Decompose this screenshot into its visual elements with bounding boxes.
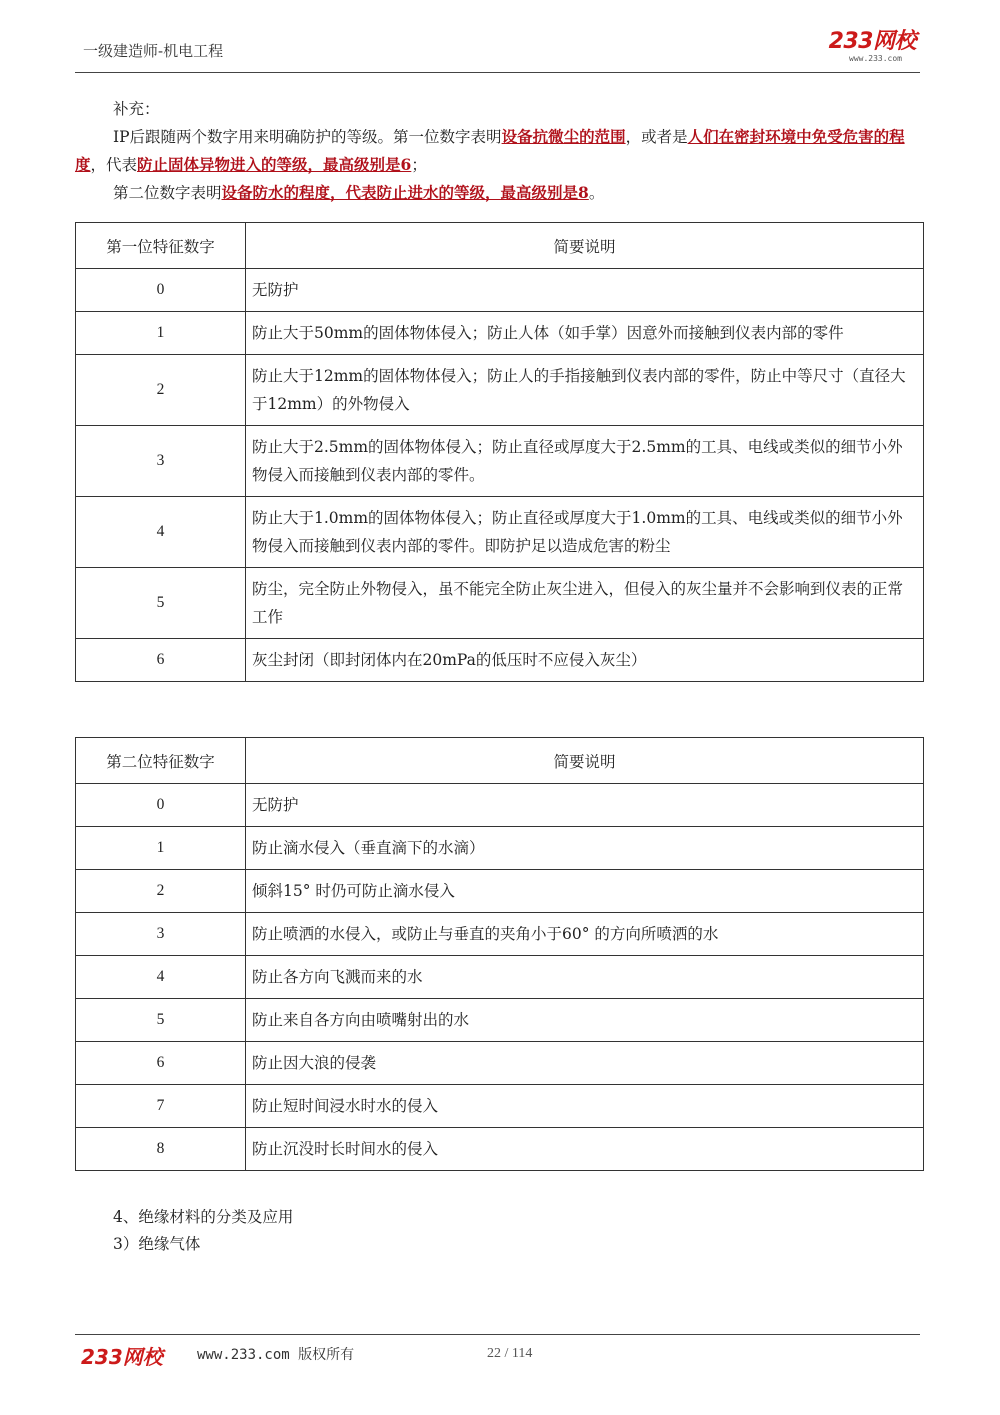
paragraph-text: IP后跟随两个数字用来明确防护的等级。第一位数字表明 — [113, 128, 502, 146]
second-digit-table — [75, 737, 924, 1171]
table-header-description: 简要说明 — [246, 738, 924, 784]
description-cell: 防止滴水侵入（垂直滴下的水滴） — [246, 827, 924, 870]
description-cell: 倾斜15° 时仍可防止滴水侵入 — [246, 870, 924, 913]
table-row — [76, 1042, 924, 1085]
intro-paragraph-2 — [75, 179, 920, 207]
section-heading: 4、绝缘材料的分类及应用 — [113, 1208, 294, 1226]
table-row — [76, 956, 924, 999]
description-cell: 无防护 — [246, 269, 924, 312]
digit-cell: 2 — [76, 355, 246, 426]
highlighted-text: 人们在密封环境中免受危害的程度 — [75, 127, 905, 174]
paragraph-text: 。 — [588, 184, 605, 202]
digit-cell: 6 — [76, 639, 246, 682]
description-cell: 防止短时间浸水时水的侵入 — [246, 1085, 924, 1128]
description-cell: 灰尘封闭（即封闭体内在20mPa的低压时不应侵入灰尘） — [246, 639, 924, 682]
paragraph-text: ，或者是 — [625, 128, 688, 146]
digit-cell: 0 — [76, 784, 246, 827]
digit-cell: 4 — [76, 497, 246, 568]
table-header-digit: 第一位特征数字 — [76, 223, 246, 269]
table-row — [76, 269, 924, 312]
supplement-label: 补充： — [113, 100, 160, 118]
table-row — [76, 497, 924, 568]
table-row — [76, 312, 924, 355]
table-row — [76, 913, 924, 956]
digit-cell: 5 — [76, 999, 246, 1042]
footer-copyright: www.233.com 版权所有 — [197, 1347, 355, 1363]
digit-cell: 5 — [76, 568, 246, 639]
digit-cell: 6 — [76, 1042, 246, 1085]
description-cell: 防止沉没时长时间水的侵入 — [246, 1128, 924, 1171]
description-cell: 防止各方向飞溅而来的水 — [246, 956, 924, 999]
brand-logo[interactable] — [829, 30, 916, 63]
description-cell: 防尘，完全防止外物侵入，虽不能完全防止灰尘进入，但侵入的灰尘量并不会影响到仪表的正常工作 — [246, 568, 924, 639]
digit-cell: 2 — [76, 870, 246, 913]
logo-url: www.233.com — [849, 54, 902, 63]
digit-cell: 0 — [76, 269, 246, 312]
highlighted-text: 防止固体异物进入的等级，最高级别是6 — [137, 155, 412, 174]
description-cell: 防止大于1.0mm的固体物体侵入；防止直径或厚度大于1.0mm的工具、电线或类似的细节小外物侵入而接触到仪表内部的零件。即防护足以造成危害的粉尘 — [246, 497, 924, 568]
table-row — [76, 355, 924, 426]
description-cell: 防止因大浪的侵袭 — [246, 1042, 924, 1085]
digit-cell: 1 — [76, 312, 246, 355]
table-row — [76, 639, 924, 682]
digit-cell: 4 — [76, 956, 246, 999]
table-row — [76, 784, 924, 827]
page-number: 22 / 114 — [487, 1346, 533, 1361]
header-title: 一级建造师-机电工程 — [83, 42, 224, 60]
highlighted-text: 设备防水的程度，代表防止进水的等级，最高级别是8 — [221, 183, 589, 202]
description-cell: 防止大于12mm的固体物体侵入；防止人的手指接触到仪表内部的零件，防止中等尺寸（直径大于12mm）的外物侵入 — [246, 355, 924, 426]
digit-cell: 1 — [76, 827, 246, 870]
section-4 — [113, 1204, 293, 1258]
table-row — [76, 426, 924, 497]
digit-cell: 3 — [76, 913, 246, 956]
intro-paragraph-1 — [75, 123, 920, 179]
table-row — [76, 827, 924, 870]
page-footer — [75, 1334, 920, 1375]
description-cell: 防止大于2.5mm的固体物体侵入；防止直径或厚度大于2.5mm的工具、电线或类似的细节小外物侵入而接触到仪表内部的零件。 — [246, 426, 924, 497]
table-header-digit: 第二位特征数字 — [76, 738, 246, 784]
logo-text: 233网校 — [828, 29, 916, 54]
table-row — [76, 999, 924, 1042]
intro-section — [75, 96, 920, 207]
table-row — [76, 1128, 924, 1171]
description-cell: 防止大于50mm的固体物体侵入；防止人体（如手掌）因意外而接触到仪表内部的零件 — [246, 312, 924, 355]
paragraph-text: ，代表 — [90, 156, 138, 174]
subsection-heading: 3）绝缘气体 — [113, 1235, 201, 1253]
description-cell: 无防护 — [246, 784, 924, 827]
table-row — [76, 568, 924, 639]
digit-cell: 7 — [76, 1085, 246, 1128]
table-row — [76, 870, 924, 913]
paragraph-text: 第二位数字表明 — [113, 184, 222, 202]
digit-cell: 3 — [76, 426, 246, 497]
highlighted-text: 设备抗微尘的范围 — [501, 127, 626, 146]
digit-cell: 8 — [76, 1128, 246, 1171]
description-cell: 防止喷洒的水侵入，或防止与垂直的夹角小于60° 的方向所喷洒的水 — [246, 913, 924, 956]
description-cell: 防止来自各方向由喷嘴射出的水 — [246, 999, 924, 1042]
table-header-description: 简要说明 — [246, 223, 924, 269]
first-digit-table — [75, 222, 924, 682]
paragraph-text: ； — [411, 156, 427, 174]
footer-logo[interactable]: 233网校 — [81, 1345, 163, 1369]
table-row — [76, 1085, 924, 1128]
page-header — [75, 30, 920, 73]
